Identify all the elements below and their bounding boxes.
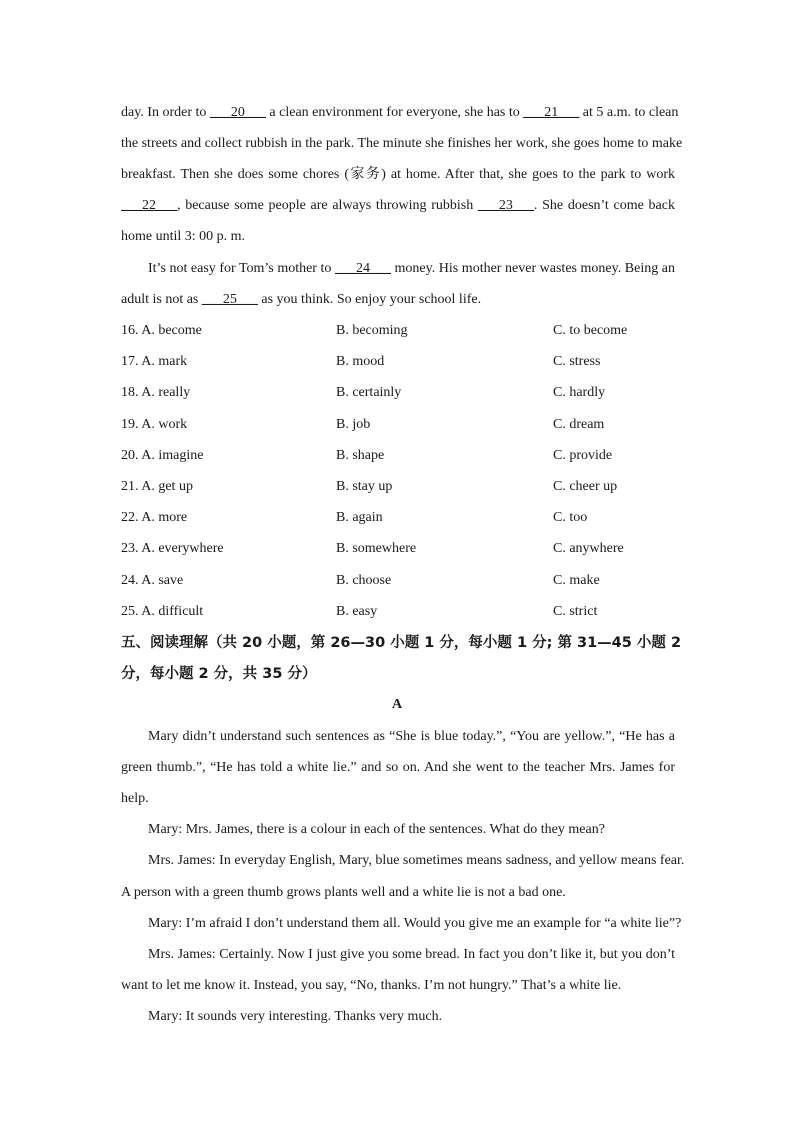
option-c: C. provide — [553, 448, 613, 463]
blank-25: ___25___ — [201, 292, 258, 307]
reading-line: Mary didn’t understand such sentences as “She is blue today.”, “You are yellow.”, “He has a — [148, 729, 675, 744]
passage-line: ___22___, because some people are always throwing rubbish ___23___. She doesn’t come back — [121, 198, 675, 213]
option-b: B. mood — [336, 354, 385, 369]
option-row — [121, 447, 681, 465]
option-row — [121, 572, 681, 590]
option-b: B. job — [336, 417, 371, 432]
option-a: 19. A. work — [121, 417, 188, 432]
option-b: B. again — [336, 510, 383, 525]
option-c: C. too — [553, 510, 588, 525]
reading-line: Mary: I’m afraid I don’t understand them all. Would you give me an example for “a white lie”? — [148, 916, 682, 931]
blank-20: ___20___ — [209, 105, 266, 120]
option-a: 22. A. more — [121, 510, 188, 525]
option-a: 23. A. everywhere — [121, 541, 224, 556]
passage-line: home until 3: 00 p. m. — [121, 229, 246, 244]
reading-line: Mrs. James: Certainly. Now I just give you some bread. In fact you don’t like it, but you don’t — [148, 947, 675, 962]
part-title: A — [391, 697, 403, 712]
option-row — [121, 384, 681, 402]
reading-line: Mary: It sounds very interesting. Thanks very much. — [148, 1009, 443, 1024]
option-row — [121, 603, 681, 621]
blank-21: ___21___ — [523, 105, 580, 120]
option-b: B. certainly — [336, 385, 402, 400]
option-b: B. becoming — [336, 323, 408, 338]
option-c: C. to become — [553, 323, 628, 338]
passage-line: It’s not easy for Tom’s mother to ___24___ money. His mother never wastes money. Being an — [148, 261, 676, 276]
option-a: 24. A. save — [121, 573, 184, 588]
option-row — [121, 540, 681, 558]
option-a: 25. A. difficult — [121, 604, 204, 619]
option-c: C. make — [553, 573, 600, 588]
blank-22: ___22___ — [121, 198, 177, 213]
option-a: 18. A. really — [121, 385, 191, 400]
option-row — [121, 509, 681, 527]
option-c: C. stress — [553, 354, 601, 369]
passage-line: the streets and collect rubbish in the park. The minute she finishes her work, she goes home to make — [121, 136, 683, 151]
option-c: C. dream — [553, 417, 605, 432]
reading-line: want to let me know it. Instead, you say, “No, thanks. I’m not hungry.” That’s a white lie. — [121, 978, 622, 993]
option-b: B. shape — [336, 448, 385, 463]
passage-line: adult is not as ___25___ as you think. So enjoy your school life. — [121, 292, 482, 307]
option-c: C. cheer up — [553, 479, 618, 494]
blank-23: ___23___ — [477, 198, 534, 213]
option-b: B. somewhere — [336, 541, 417, 556]
section-heading: 分，每小题 2 分，共 35 分） — [121, 666, 317, 682]
option-row — [121, 478, 681, 496]
option-a: 21. A. get up — [121, 479, 193, 494]
blank-24: ___24___ — [334, 261, 391, 276]
option-a: 16. A. become — [121, 323, 202, 338]
passage-line: breakfast. Then she does some chores (家务) at home. After that, she goes to the park to work — [121, 167, 675, 182]
option-c: C. hardly — [553, 385, 606, 400]
option-a: 20. A. imagine — [121, 448, 204, 463]
option-c: C. anywhere — [553, 541, 624, 556]
reading-line: A person with a green thumb grows plants well and a white lie is not a bad one. — [121, 885, 566, 900]
option-a: 17. A. mark — [121, 354, 188, 369]
option-b: B. easy — [336, 604, 378, 619]
option-b: B. choose — [336, 573, 392, 588]
reading-line: green thumb.”, “He has told a white lie.” and so on. And she went to the teacher Mrs. James for — [121, 760, 675, 775]
option-row — [121, 353, 681, 371]
option-row — [121, 322, 681, 340]
option-c: C. strict — [553, 604, 598, 619]
option-row — [121, 416, 681, 434]
option-b: B. stay up — [336, 479, 393, 494]
passage-line: day. In order to ___20___ a clean environment for everyone, she has to ___21___ at 5 a.m. to clean — [121, 105, 679, 120]
reading-line: Mary: Mrs. James, there is a colour in each of the sentences. What do they mean? — [148, 822, 605, 837]
section-heading: 五、阅读理解（共 20 小题，第 26—30 小题 1 分，每小题 1 分; 第 31—45 小题 2 — [121, 635, 682, 651]
reading-line: Mrs. James: In everyday English, Mary, blue sometimes means sadness, and yellow means fear. — [148, 853, 685, 868]
reading-line: help. — [121, 791, 149, 806]
